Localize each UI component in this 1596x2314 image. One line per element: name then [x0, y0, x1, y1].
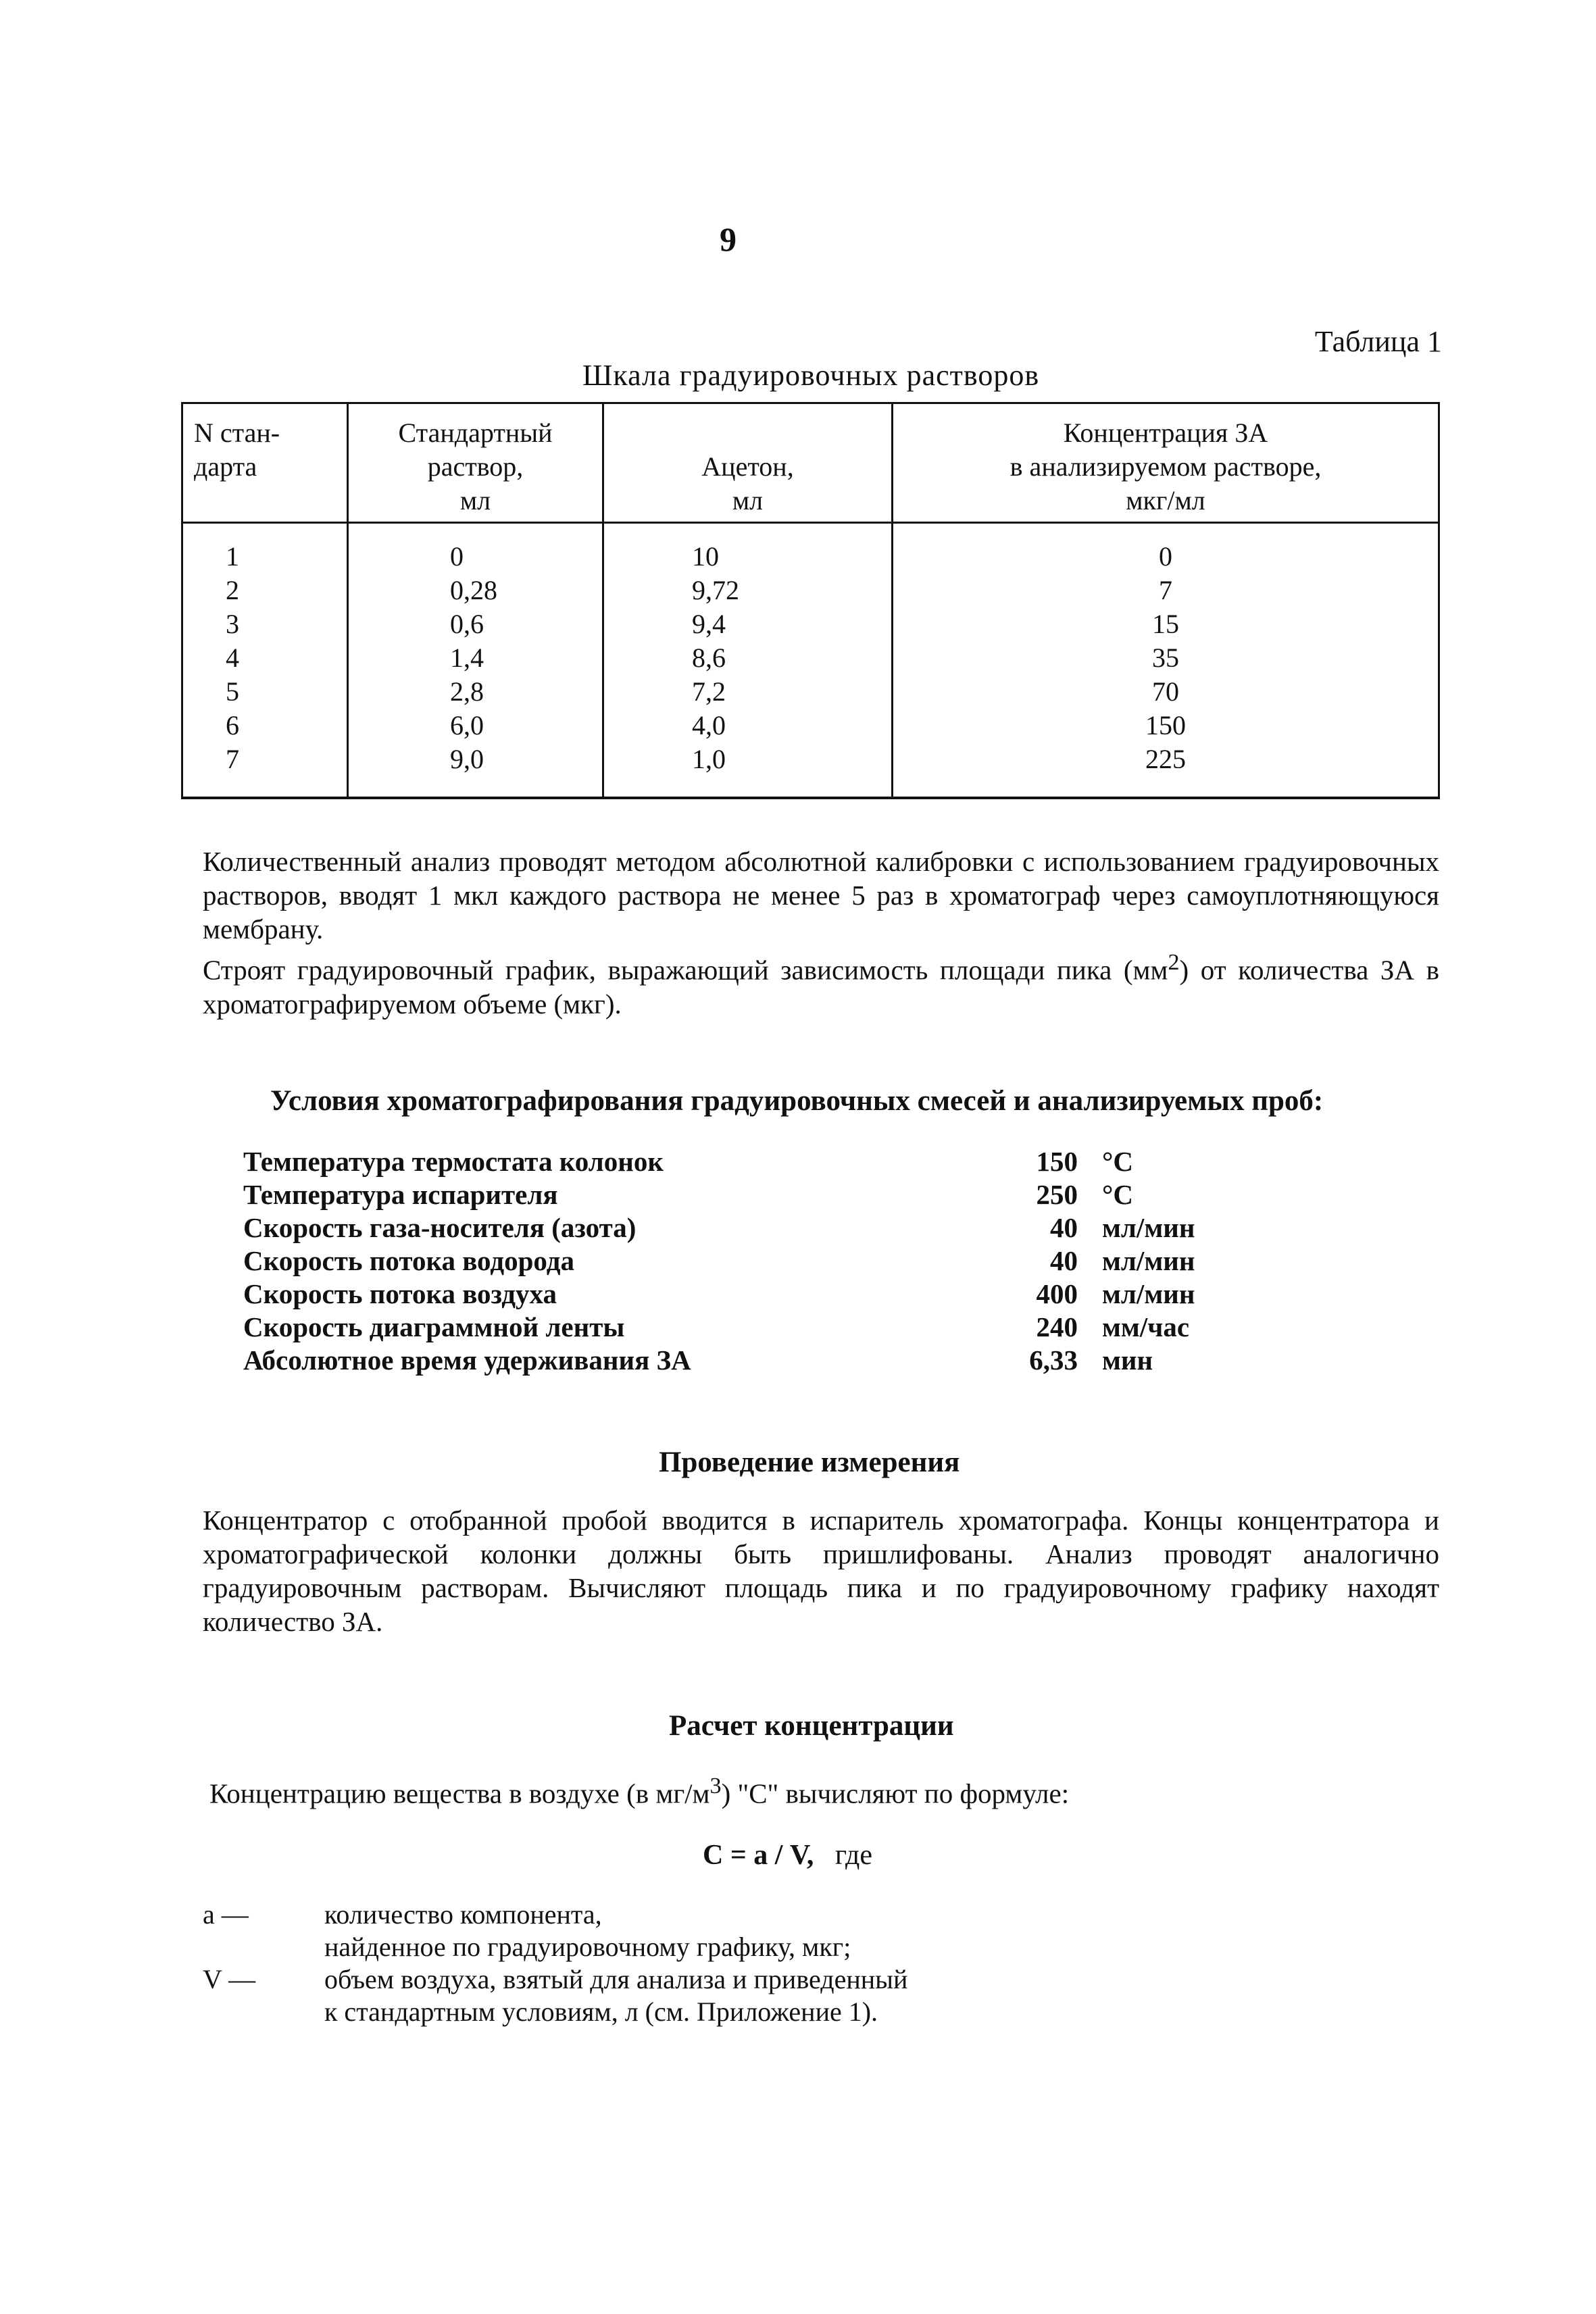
- definition-line: объем воздуха, взятый для анализа и приведенный: [324, 1964, 908, 1994]
- table-row: [182, 523, 1439, 574]
- cell-standard-number: 1: [182, 523, 348, 574]
- conditions-heading: Условия хроматографирования градуировочных смесей и анализируемых проб:: [270, 1085, 1324, 1117]
- measurement-heading: Проведение измерения: [659, 1447, 960, 1478]
- header-line: Ацетон,: [701, 451, 794, 482]
- cell-concentration: 15: [893, 607, 1439, 641]
- paragraph-quantitative-analysis: Количественный анализ проводят методом абсолютной калибровки с использованием градуировочных растворов, вводят 1 мкл каждого раствора не менее 5 раз в хроматограф через самоуплотняющуюся мембрану.: [203, 846, 1439, 945]
- cell-standard-solution: 2,8: [348, 675, 603, 709]
- cell-concentration: 70: [893, 675, 1439, 709]
- definition-line: количество компонента,: [324, 1899, 602, 1930]
- condition-value: 150: [1036, 1146, 1078, 1177]
- condition-value: 400: [1036, 1278, 1078, 1309]
- header-standard-solution: [348, 403, 603, 523]
- condition-value: 6,33: [1029, 1344, 1078, 1376]
- header-line: мкг/мл: [1126, 485, 1205, 515]
- cell-standard-number: 4: [182, 641, 348, 675]
- definition-item: [203, 1898, 1203, 1963]
- calculation-intro-text: ) "С" вычисляют по формуле:: [721, 1778, 1070, 1809]
- calibration-table: [181, 402, 1440, 799]
- condition-row: [243, 1344, 1195, 1377]
- condition-name: Температура испарителя: [243, 1179, 558, 1210]
- cell-acetone: 9,72: [603, 574, 893, 607]
- header-acetone: [603, 403, 893, 523]
- cell-standard-solution: 1,4: [348, 641, 603, 675]
- superscript: 2: [1168, 950, 1180, 975]
- analysis-paragraphs: [203, 845, 1439, 1021]
- cell-acetone: 1,0: [603, 743, 893, 798]
- definition-item: [203, 1963, 1203, 2028]
- calculation-intro: [209, 1774, 1069, 1810]
- condition-unit: мм/час: [1102, 1311, 1190, 1342]
- paragraph-text: ) от количества ЗА в хроматографируемом объеме (мкг).: [203, 954, 1439, 1020]
- condition-value: 40: [1050, 1245, 1078, 1276]
- header-line: [614, 416, 882, 450]
- cell-acetone: 8,6: [603, 641, 893, 675]
- definition-line: найденное по градуировочному графику, мкг;: [324, 1932, 851, 1962]
- condition-value: 250: [1036, 1179, 1078, 1210]
- definition-symbol: а —: [203, 1899, 249, 1930]
- condition-row: [243, 1145, 1195, 1178]
- formula-expression: С = а / V,: [703, 1840, 814, 1871]
- header-line: Концентрация ЗА: [1063, 418, 1268, 448]
- cell-standard-number: 5: [182, 675, 348, 709]
- header-line: мл: [732, 485, 764, 515]
- formula: [703, 1839, 872, 1871]
- table-header-row: [182, 403, 1439, 523]
- condition-name: Абсолютное время удерживания ЗА: [243, 1344, 691, 1376]
- table-row: [182, 675, 1439, 709]
- cell-acetone: 7,2: [603, 675, 893, 709]
- header-line: дарта: [194, 451, 257, 482]
- condition-unit: мин: [1102, 1344, 1153, 1376]
- cell-standard-solution: 6,0: [348, 709, 603, 743]
- cell-concentration: 0: [893, 523, 1439, 574]
- cell-standard-number: 6: [182, 709, 348, 743]
- superscript: 3: [709, 1774, 722, 1799]
- conditions-list: [243, 1145, 1195, 1377]
- cell-standard-number: 3: [182, 607, 348, 641]
- definition-text: [324, 1963, 1203, 2028]
- calculation-heading: Расчет концентрации: [669, 1710, 954, 1742]
- condition-unit: мл/мин: [1102, 1212, 1195, 1243]
- condition-name: Скорость диаграммной ленты: [243, 1311, 625, 1342]
- table-title: Шкала градуировочных растворов: [582, 359, 1040, 392]
- page-number: 9: [720, 220, 737, 258]
- paragraph-calibration-graph: [203, 946, 1439, 1021]
- cell-standard-solution: 0,28: [348, 574, 603, 607]
- table-row: [182, 709, 1439, 743]
- cell-standard-solution: 0: [348, 523, 603, 574]
- header-line: мл: [459, 485, 491, 515]
- definition-symbol: V —: [203, 1964, 256, 1994]
- cell-concentration: 225: [893, 743, 1439, 798]
- condition-unit: °С: [1102, 1179, 1134, 1210]
- condition-row: [243, 1311, 1195, 1344]
- header-standard-number: [182, 403, 348, 523]
- condition-name: Температура термостата колонок: [243, 1146, 664, 1177]
- condition-row: [243, 1211, 1195, 1244]
- cell-acetone: 9,4: [603, 607, 893, 641]
- condition-row: [243, 1278, 1195, 1311]
- formula-suffix: где: [834, 1840, 873, 1871]
- cell-acetone: 10: [603, 523, 893, 574]
- definition-text: [324, 1898, 1203, 1963]
- cell-standard-solution: 0,6: [348, 607, 603, 641]
- condition-value: 40: [1050, 1212, 1078, 1243]
- condition-unit: мл/мин: [1102, 1278, 1195, 1309]
- header-line: в анализируемом растворе,: [1009, 451, 1322, 482]
- condition-unit: мл/мин: [1102, 1245, 1195, 1276]
- condition-row: [243, 1178, 1195, 1211]
- table-row: [182, 743, 1439, 798]
- cell-concentration: 35: [893, 641, 1439, 675]
- table-label: Таблица 1: [1314, 325, 1442, 358]
- cell-standard-number: 7: [182, 743, 348, 798]
- header-line: Стандартный: [398, 418, 553, 448]
- table-row: [182, 574, 1439, 607]
- header-line: N стан-: [194, 418, 280, 448]
- definition-line: к стандартным условиям, л (см. Приложение 1).: [324, 1996, 878, 2027]
- condition-unit: °С: [1102, 1146, 1134, 1177]
- header-concentration: [893, 403, 1439, 523]
- cell-standard-solution: 9,0: [348, 743, 603, 798]
- header-line: раствор,: [427, 451, 524, 482]
- table-row: [182, 641, 1439, 675]
- cell-concentration: 150: [893, 709, 1439, 743]
- cell-standard-number: 2: [182, 574, 348, 607]
- cell-acetone: 4,0: [603, 709, 893, 743]
- condition-value: 240: [1036, 1311, 1078, 1342]
- condition-name: Скорость потока воздуха: [243, 1278, 557, 1309]
- cell-concentration: 7: [893, 574, 1439, 607]
- condition-name: Скорость потока водорода: [243, 1245, 574, 1276]
- table-row: [182, 607, 1439, 641]
- definitions-list: [203, 1898, 1203, 2028]
- condition-row: [243, 1244, 1195, 1278]
- measurement-paragraph: Концентратор с отобранной пробой вводится в испаритель хроматографа. Концы концентратора и хроматографической колонки должны быть пришлифованы. Анализ проводят аналогично градуировочным растворам. Вычисляют площадь пика и по градуировочному графику находят количество ЗА.: [203, 1505, 1439, 1637]
- condition-name: Скорость газа-носителя (азота): [243, 1212, 637, 1243]
- calculation-intro-text: Концентрацию вещества в воздухе (в мг/м: [209, 1778, 710, 1809]
- paragraph-text: Строят градуировочный график, выражающий зависимость площади пика (мм: [203, 954, 1168, 986]
